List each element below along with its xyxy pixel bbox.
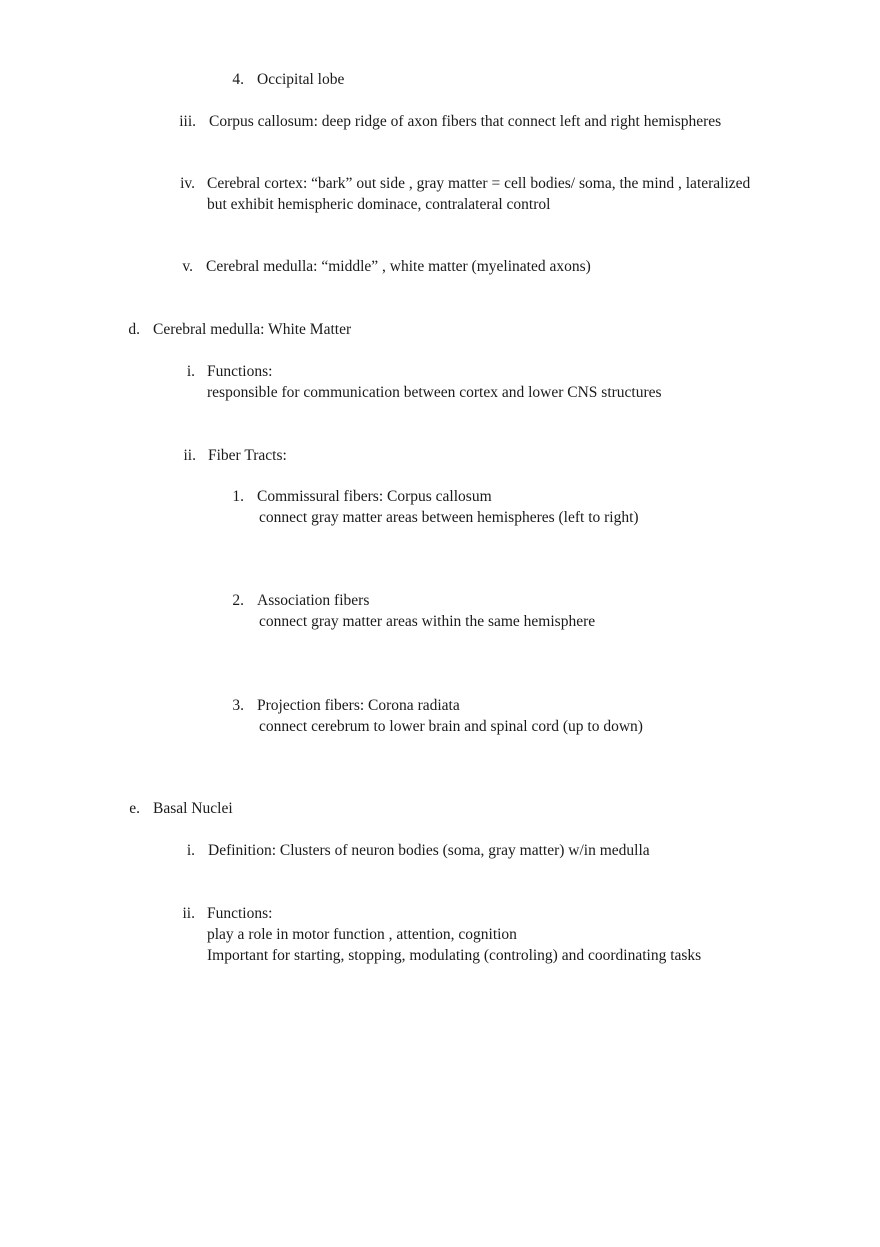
list-item-text bbox=[257, 486, 639, 528]
fiber-body: connect gray matter areas between hemispheres (left to right) bbox=[259, 509, 639, 526]
list-item-text: Occipital lobe bbox=[257, 71, 345, 88]
list-marker: ii. bbox=[183, 447, 196, 464]
fiber-title: Commissural fibers: Corpus callosum bbox=[257, 488, 492, 505]
list-item-text bbox=[257, 695, 643, 737]
list-marker: 1. bbox=[232, 488, 244, 505]
list-marker: 4. bbox=[232, 71, 244, 88]
list-item-text bbox=[207, 361, 662, 403]
functions-line-1: play a role in motor function , attention, cognition bbox=[207, 926, 517, 943]
functions-line-2: Important for starting, stopping, modulating (controling) and coordinating tasks bbox=[207, 947, 702, 964]
list-item-text: Fiber Tracts: bbox=[208, 447, 287, 464]
functions-body: responsible for communication between cortex and lower CNS structures bbox=[207, 384, 662, 401]
list-marker: e. bbox=[129, 800, 140, 817]
list-marker: ii. bbox=[182, 905, 195, 922]
list-marker: iv. bbox=[180, 175, 195, 192]
list-marker: iii. bbox=[179, 113, 196, 130]
list-marker: 3. bbox=[232, 697, 244, 714]
text-line-2: but exhibit hemispheric dominace, contralateral control bbox=[207, 196, 551, 213]
fiber-title: Projection fibers: Corona radiata bbox=[257, 697, 460, 714]
fiber-title: Association fibers bbox=[257, 592, 370, 609]
list-marker: d. bbox=[128, 321, 140, 338]
section-heading-text: Basal Nuclei bbox=[153, 800, 233, 817]
section-heading-text: Cerebral medulla: White Matter bbox=[153, 321, 352, 338]
list-marker: i. bbox=[186, 363, 195, 380]
list-marker: v. bbox=[182, 258, 193, 275]
list-item-text bbox=[257, 590, 595, 632]
list-item-text bbox=[207, 903, 701, 966]
fiber-body: connect gray matter areas within the same hemisphere bbox=[259, 613, 596, 630]
list-item-text: Definition: Clusters of neuron bodies (soma, gray matter) w/in medulla bbox=[208, 842, 650, 859]
list-marker: i. bbox=[186, 842, 195, 859]
list-item-text bbox=[207, 173, 750, 215]
list-item-text: Cerebral medulla: “middle” , white matter (myelinated axons) bbox=[206, 258, 591, 275]
list-marker: 2. bbox=[232, 592, 244, 609]
functions-label: Functions: bbox=[207, 905, 273, 922]
fiber-body: connect cerebrum to lower brain and spinal cord (up to down) bbox=[259, 718, 643, 735]
functions-label: Functions: bbox=[207, 363, 273, 380]
list-item-text: Corpus callosum: deep ridge of axon fibers that connect left and right hemispheres bbox=[209, 113, 722, 130]
text-line-1: Cerebral cortex: “bark” out side , gray matter = cell bodies/ soma, the mind , lateralized bbox=[207, 175, 751, 192]
